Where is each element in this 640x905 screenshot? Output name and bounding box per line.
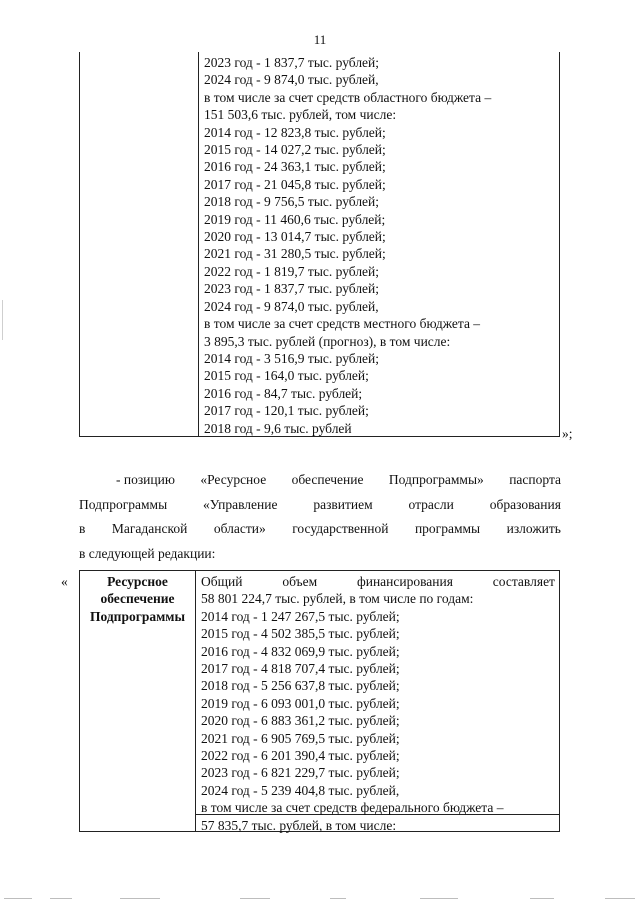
scan-artifact <box>530 898 554 899</box>
funding-line: 2024 год - 9 874,0 тыс. рублей, <box>204 72 379 88</box>
opening-quote: « <box>61 574 68 589</box>
table-cell-funding <box>204 54 557 437</box>
scan-artifact <box>4 898 32 899</box>
scan-artifact <box>605 898 635 899</box>
table-column-divider <box>198 52 199 436</box>
funding-line: 2021 год - 31 280,5 тыс. рублей; <box>204 246 386 262</box>
funding-line: 2014 год - 12 823,8 тыс. рублей; <box>204 124 386 140</box>
funding-line: 2016 год - 84,7 тыс. рублей; <box>204 385 363 401</box>
funding-line: 58 801 224,7 тыс. рублей, в том числе по годам: <box>201 591 474 607</box>
resource-table-continued <box>79 52 560 437</box>
funding-line: 2015 год - 14 027,2 тыс. рублей; <box>204 142 386 158</box>
funding-line: 2018 год - 9,6 тыс. рублей <box>204 420 352 436</box>
heading-line: Подпрограммы <box>89 608 186 624</box>
funding-line: 2022 год - 6 201 390,4 тыс. рублей; <box>201 748 400 764</box>
funding-line: 2020 год - 13 014,7 тыс. рублей; <box>204 229 386 245</box>
funding-line: 2019 год - 11 460,6 тыс. рублей; <box>204 211 386 227</box>
scan-artifact <box>120 898 160 899</box>
funding-line: 151 503,6 тыс. рублей, том числе: <box>204 107 397 123</box>
table-cell-funding <box>201 573 555 834</box>
funding-line: 2023 год - 6 821 229,7 тыс. рублей; <box>201 765 400 781</box>
funding-line: 2019 год - 6 093 001,0 тыс. рублей; <box>201 695 400 711</box>
funding-line: 2014 год - 3 516,9 тыс. рублей; <box>204 350 380 366</box>
funding-line: 2022 год - 1 819,7 тыс. рублей; <box>204 263 380 279</box>
heading-line: Ресурсное <box>107 574 168 589</box>
paragraph-line: в Магаданской области» государственной программы изложить <box>79 521 561 537</box>
scan-artifact <box>240 898 270 899</box>
resource-table-new <box>79 570 560 832</box>
scan-artifact <box>420 898 458 899</box>
funding-line: 2014 год - 1 247 267,5 тыс. рублей; <box>201 608 400 624</box>
funding-line: 2024 год - 5 239 404,8 тыс. рублей, <box>201 782 400 798</box>
scan-artifact <box>50 898 72 899</box>
funding-line: 2016 год - 4 832 069,9 тыс. рублей; <box>201 643 400 659</box>
closing-quote: »; <box>562 426 573 441</box>
funding-line: 2020 год - 6 883 361,2 тыс. рублей; <box>201 713 400 729</box>
instruction-paragraph <box>79 468 561 566</box>
funding-line: 2018 год - 5 256 637,8 тыс. рублей; <box>201 678 400 694</box>
funding-line: 2015 год - 4 502 385,5 тыс. рублей; <box>201 626 400 642</box>
funding-line: Общий объем финансирования составляет <box>201 574 555 589</box>
table-column-divider <box>195 571 196 831</box>
heading-line: обеспечение <box>100 591 175 607</box>
funding-line: 57 835,7 тыс. рублей, в том числе: <box>201 817 397 833</box>
funding-line: в том числе за счет средств федерального бюджета – <box>201 800 504 816</box>
table-heading-cell <box>80 573 195 625</box>
page-number: 11 <box>313 32 327 47</box>
funding-line: 2016 год - 24 363,1 тыс. рублей; <box>204 159 386 175</box>
paragraph-line: в следующей редакции: <box>79 545 216 561</box>
funding-line: в том числе за счет средств областного бюджета – <box>204 89 492 105</box>
funding-line: 2017 год - 21 045,8 тыс. рублей; <box>204 176 386 192</box>
funding-line: 2017 год - 4 818 707,4 тыс. рублей; <box>201 661 400 677</box>
paragraph-line: - позицию «Ресурсное обеспечение Подпрограммы» паспорта <box>116 472 561 487</box>
funding-line: 2017 год - 120,1 тыс. рублей; <box>204 403 369 419</box>
funding-line: 2015 год - 164,0 тыс. рублей; <box>204 368 369 384</box>
scan-artifact <box>2 300 3 340</box>
funding-line: 3 895,3 тыс. рублей (прогноз), в том числе: <box>204 333 451 349</box>
funding-line: 2021 год - 6 905 769,5 тыс. рублей; <box>201 730 400 746</box>
funding-line: 2018 год - 9 756,5 тыс. рублей; <box>204 194 380 210</box>
paragraph-line: Подпрограммы «Управление развитием отрасли образования <box>79 496 561 512</box>
funding-line: 2023 год - 1 837,7 тыс. рублей; <box>204 281 380 297</box>
funding-line: в том числе за счет средств местного бюджета – <box>204 316 481 332</box>
funding-line: 2023 год - 1 837,7 тыс. рублей; <box>204 55 380 70</box>
funding-line: 2024 год - 9 874,0 тыс. рублей, <box>204 298 379 314</box>
scan-artifact <box>330 898 346 899</box>
